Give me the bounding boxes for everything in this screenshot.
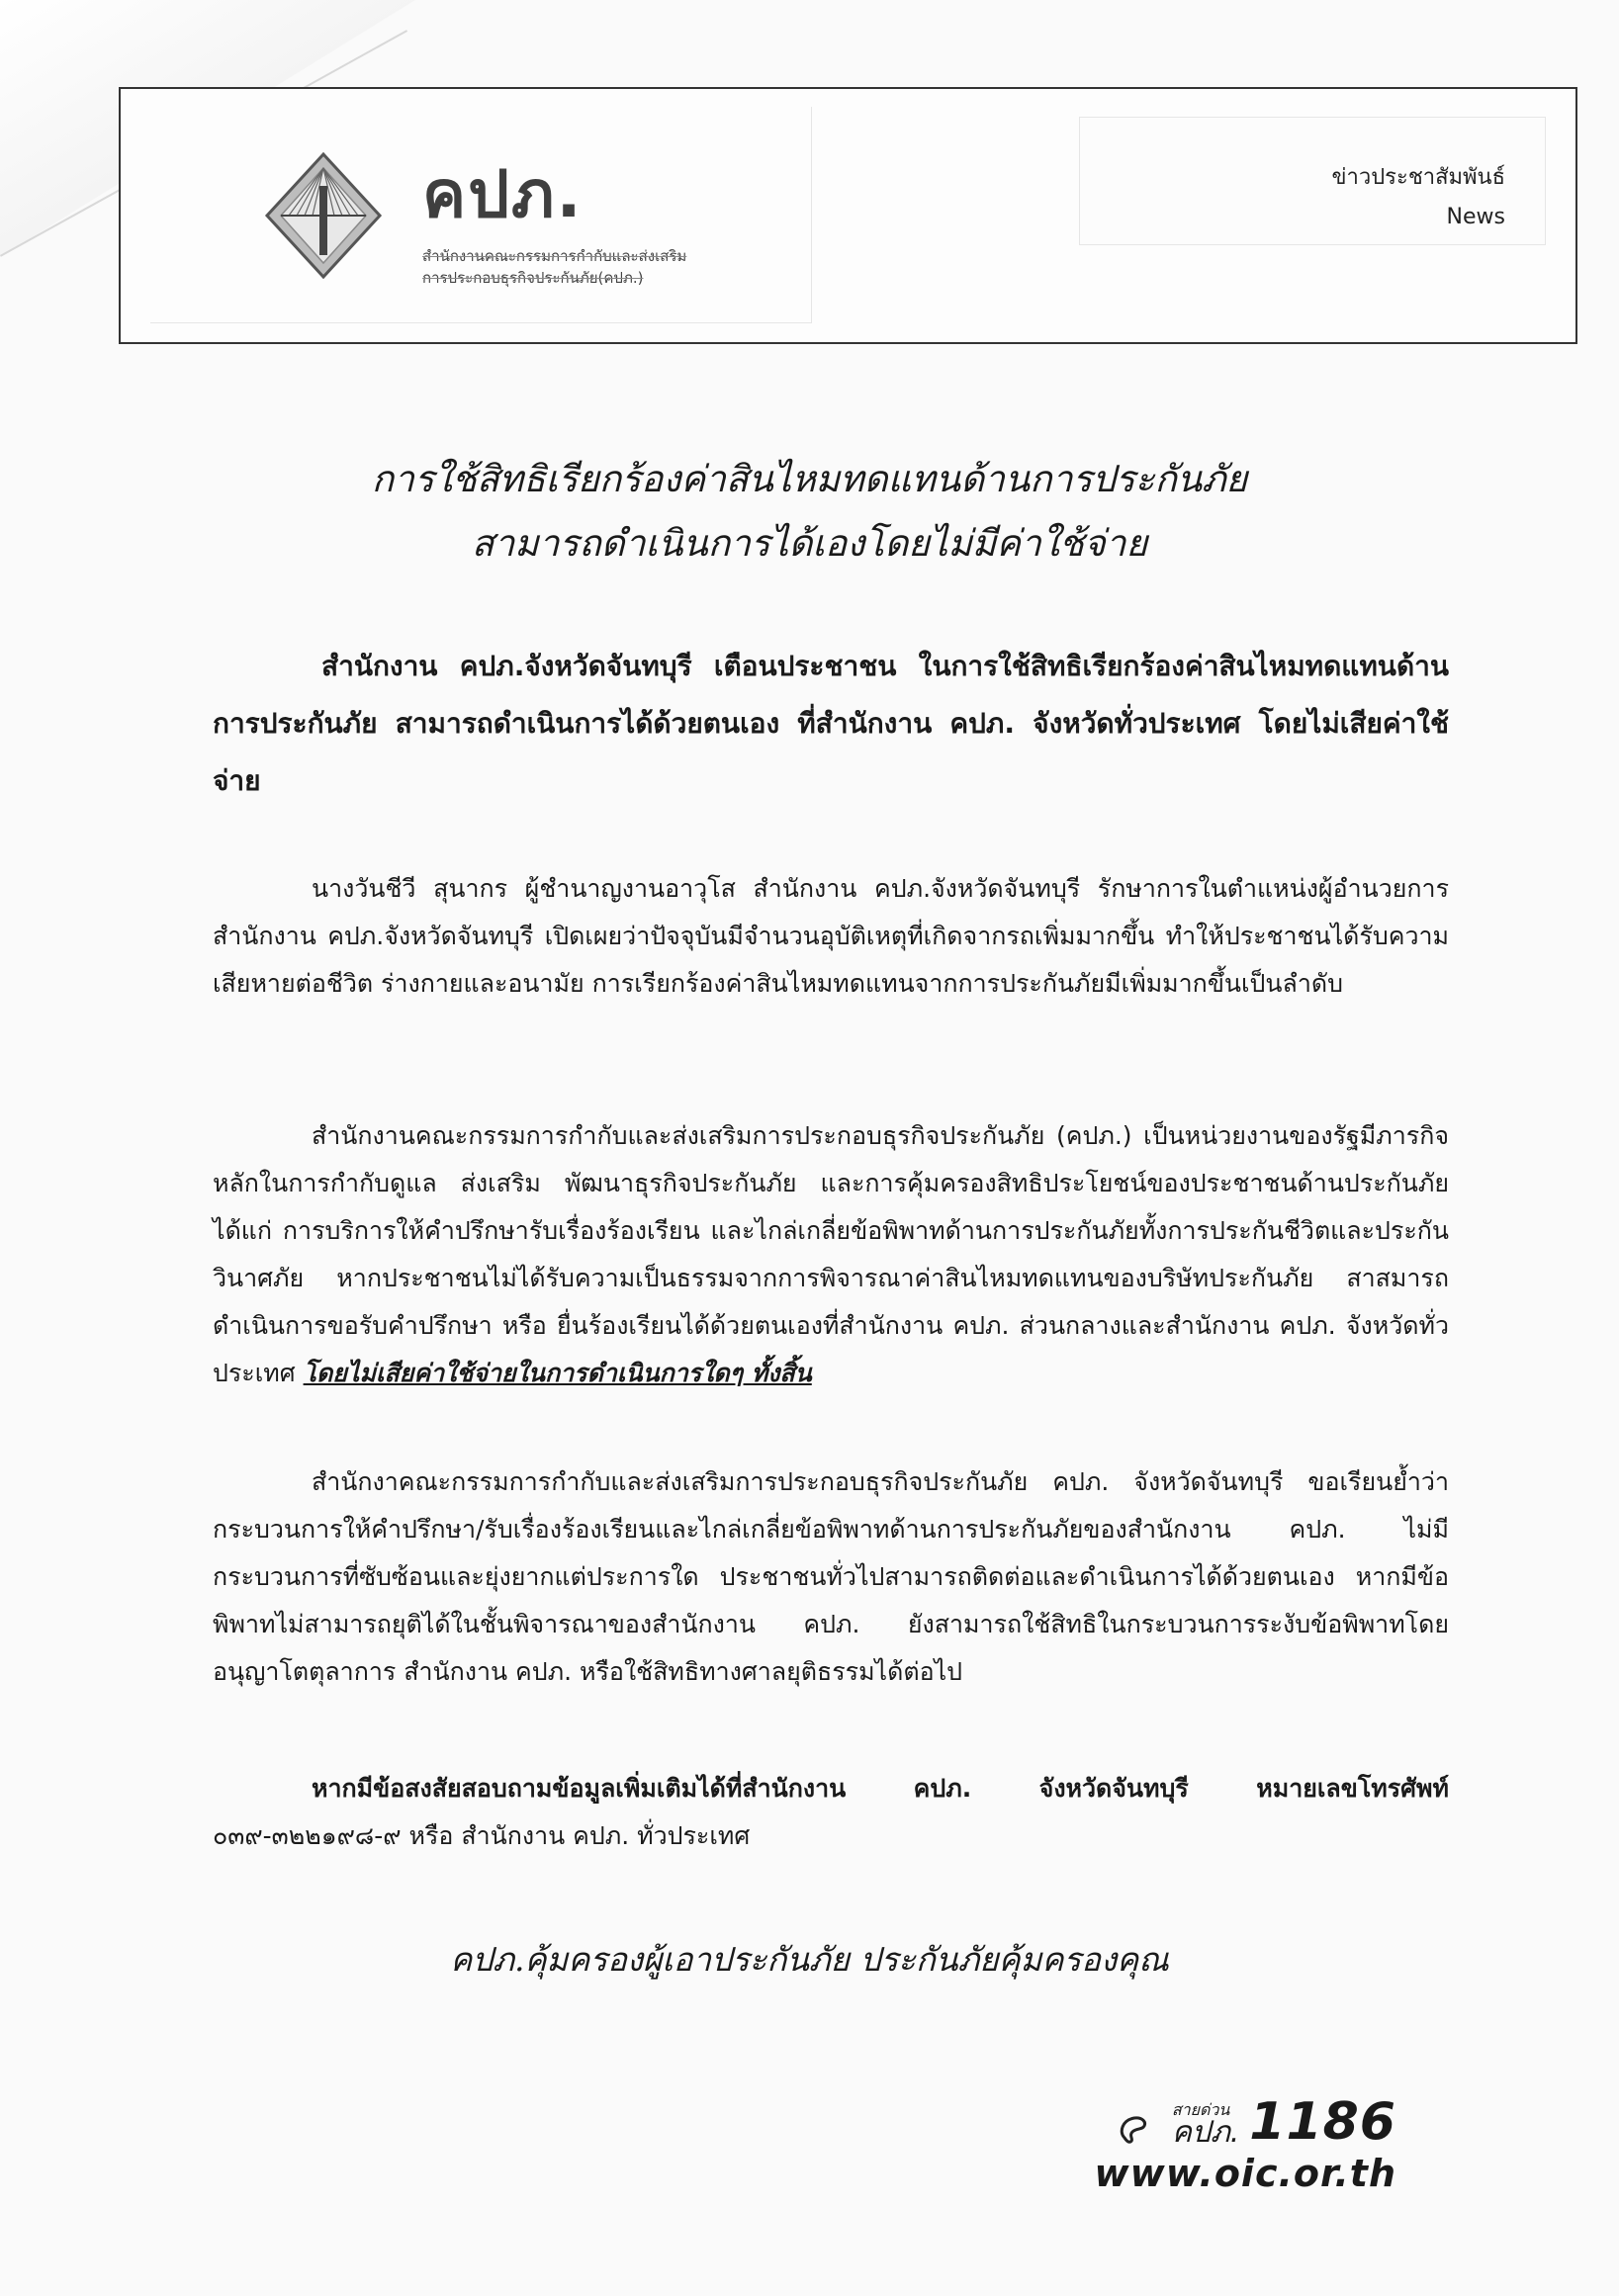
logo-subtitle-line1: สำนักงานคณะกรรมการกำกับและส่งเสริม	[422, 247, 687, 265]
hotline-small-label: สายด่วน	[1171, 2100, 1230, 2119]
hotline-labels	[1172, 2102, 1239, 2148]
logo-subtitle	[422, 245, 686, 289]
headline-line1: การใช้สิทธิเรียกร้องค่าสินไหมทดแทนด้านการประกันภัย	[371, 458, 1248, 500]
lead-paragraph: สำนักงาน คปภ.จังหวัดจันทบุรี เตือนประชาชน ในการใช้สิทธิเรียกร้องค่าสินไหมทดแทนด้านการประกันภัย สามารถดำเนินการได้ด้วยตนเอง ที่สำนักงาน คปภ. จังหวัดทั่วประเทศ โดยไม่เสียค่าใช้จ่าย	[213, 650, 1449, 797]
paragraph-2-text: สำนักงานคณะกรรมการกำกับและส่งเสริมการประกอบธุรกิจประกันภัย (คปภ.) เป็นหน่วยงานของรัฐมีภารกิจหลักในการกำกับดูแล ส่งเสริม พัฒนาธุรกิจประกันภัย และการคุ้มครองสิทธิประโยชน์ของประชาชนด้านประกันภัย ได้แก่ การบริการให้คำปรึกษารับเรื่องร้องเรียน และไกล่เกลี่ยข้อพิพาทด้านการประกันภัยทั้งการประกันชีวิตและประกันวินาศภัย หากประชาชนไม่ได้รับความเป็นธรรมจากการพิจารณาค่าสินไหมทดแทนของบริษัทประกันภัย สาสมารถดำเนินการขอรับคำปรึกษา หรือ ยื่นร้องเรียนได้ด้วยตนเองที่สำนักงาน คปภ. ส่วนกลางและสำนักงาน คปภ. จังหวัดทั่วประเทศ	[213, 1121, 1449, 1387]
logo-title: คปภ.	[422, 156, 584, 232]
letterhead	[119, 87, 1577, 344]
hotline-oic-label: คปภ.	[1171, 2115, 1240, 2150]
news-label: ข่าวประชาสัมพันธ์	[1331, 165, 1505, 190]
contact-paragraph-bold: หากมีข้อสงสัยสอบถามข้อมูลเพิ่มเติมได้ที่สำนักงาน คปภ. จังหวัดจันทบุรี หมายเลขโทรศัพท์	[312, 1774, 1449, 1803]
paragraph-2-emphasis: โดยไม่เสียค่าใช้จ่ายในการดำเนินการใดๆ ทั้งสิ้น	[303, 1359, 812, 1387]
logo-subtitle-line2: การประกอบธุรกิจประกันภัย(คปภ.)	[422, 269, 644, 287]
oic-logo-icon	[259, 146, 388, 285]
paragraph-2	[213, 1112, 1449, 1397]
hotline-row	[1095, 2092, 1397, 2152]
contact-paragraph-rest: ๐๓๙-๓๒๒๑๙๘-๙ หรือ สำนักงาน คปภ. ทั่วประเทศ	[213, 1821, 751, 1850]
news-label-box	[1079, 117, 1546, 245]
headline-line2: สามารถดำเนินการได้เองโดยไม่มีค่าใช้จ่าย	[471, 522, 1148, 565]
logo-block	[150, 107, 812, 323]
contact-paragraph	[213, 1765, 1449, 1860]
paragraph-1: นางวันชีวี สุนากร ผู้ชำนาญงานอาวุโส สำนักงาน คปภ.จังหวัดจันทบุรี รักษาการในตำแหน่งผู้อำนวยการสำนักงาน คปภ.จังหวัดจันทบุรี เปิดเผยว่าปัจจุบันมีจำนวนอุบัติเหตุที่เกิดจากรถเพิ่มมากขึ้น ทำให้ประชาชนได้รับความเสียหายต่อชีวิต ร่างกายและอนามัย การเรียกร้องค่าสินไหมทดแทนจากการประกันภัยมีเพิ่มมากขึ้นเป็นลำดับ	[213, 874, 1449, 998]
news-sublabel: News	[1446, 205, 1505, 229]
slogan: คปภ.คุ้มครองผู้เอาประกันภัย ประกันภัยคุ้มครองคุณ	[450, 1940, 1169, 1979]
website-url: www.oic.or.th	[1094, 2152, 1396, 2195]
hotline-number: 1186	[1249, 2092, 1396, 2152]
paragraph-3: สำนักงาคณะกรรมการกำกับและส่งเสริมการประกอบธุรกิจประกันภัย คปภ. จังหวัดจันทบุรี ขอเรียนย้ำว่ากระบวนการให้คำปรึกษา/รับเรื่องร้องเรียนและไกล่เกลี่ยข้อพิพาทด้านการประกันภัยของสำนักงาน คปภ. ไม่มีกระบวนการที่ซับซ้อนและยุ่งยากแต่ประการใด ประชาชนทั่วไปสามารถติดต่อและดำเนินการได้ด้วยตนเอง หากมีข้อพิพาทไม่สามารถยุติได้ในชั้นพิจารณาของสำนักงาน คปภ. ยังสามารถใช้สิทธิในกระบวนการระงับข้อพิพาทโดยอนุญาโตตุลาการ สำนักงาน คปภ. หรือใช้สิทธิทางศาลยุติธรรมได้ต่อไป	[213, 1467, 1449, 1686]
hotline-block	[1094, 2092, 1397, 2195]
phone-icon	[1117, 2114, 1162, 2148]
